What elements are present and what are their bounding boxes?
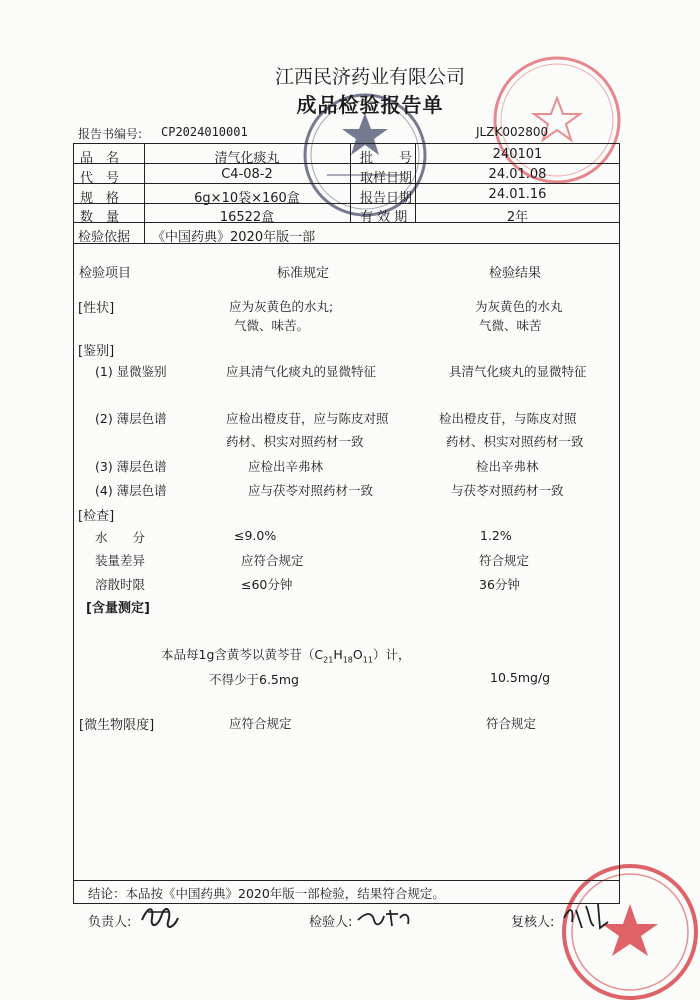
fill-variation-result: 符合规定 bbox=[479, 553, 530, 568]
spec-label: 规 格 bbox=[80, 191, 120, 206]
disintegration-time-item: 溶散时限 bbox=[95, 577, 146, 592]
batch-label: 批 号 bbox=[360, 151, 413, 166]
water-content-standard: ≤9.0% bbox=[234, 528, 277, 543]
appearance-standard-line1: 应为灰黄色的水丸; bbox=[229, 299, 334, 314]
water-content-item: 水 分 bbox=[95, 530, 146, 545]
assay-standard-line2: 不得少于6.5mg bbox=[209, 672, 299, 687]
reviewer-signature bbox=[560, 900, 610, 934]
microbial-limit-label: [微生物限度] bbox=[79, 718, 155, 733]
microbial-limit-result: 符合规定 bbox=[486, 716, 537, 731]
column-header-standard: 标准规定 bbox=[277, 266, 330, 281]
appearance-result-line1: 为灰黄色的水丸 bbox=[475, 299, 563, 314]
identification-item-2: (2) 薄层色谱 bbox=[95, 411, 167, 426]
identification-standard-1: 应具清气化痰丸的显微特征 bbox=[226, 364, 377, 379]
sample-date-label: 取样日期 bbox=[360, 171, 413, 186]
identification-result-1: 具清气化痰丸的显微特征 bbox=[449, 364, 587, 379]
quantity-label: 数 量 bbox=[80, 210, 120, 225]
assay-standard-line1: 本品每1g含黄芩以黄芩苷$(C_{21}H_{18}O_{11})$计， bbox=[161, 647, 411, 665]
code-label: 代 号 bbox=[80, 171, 120, 186]
identification-standard-3: 应检出辛弗林 bbox=[248, 459, 324, 474]
disintegration-time-result: 36分钟 bbox=[479, 577, 520, 592]
assay-section-label: [含量测定] bbox=[86, 601, 150, 616]
water-content-result: 1.2% bbox=[480, 528, 512, 543]
expiry-period: 2年 bbox=[506, 210, 529, 225]
column-header-result: 检验结果 bbox=[489, 266, 542, 281]
report-date-label: 报告日期 bbox=[360, 191, 413, 206]
reviewer-label: 复核人: bbox=[511, 915, 555, 930]
report-table-frame bbox=[73, 143, 620, 904]
identification-section-label: [鉴别] bbox=[78, 344, 115, 359]
report-date: 24.01.16 bbox=[488, 187, 547, 202]
responsible-person-label: 负责人: bbox=[88, 915, 132, 930]
responsible-signature bbox=[138, 900, 180, 934]
identification-result-2-line1: 检出橙皮苷，与陈皮对照 bbox=[439, 411, 577, 426]
identification-result-3: 检出辛弗林 bbox=[476, 459, 539, 474]
identification-item-3: (3) 薄层色谱 bbox=[95, 459, 167, 474]
identification-item-1: (1) 显微鉴别 bbox=[95, 364, 167, 379]
sample-date: 24.01.08 bbox=[488, 167, 547, 182]
report-number-label: 报告书编号: bbox=[78, 127, 143, 141]
basis-value: 《中国药典》2020年版一部 bbox=[152, 230, 316, 245]
identification-standard-4: 应与茯苓对照药材一致 bbox=[248, 483, 374, 498]
expiry-label: 有 效 期 bbox=[360, 210, 408, 225]
disintegration-time-standard: ≤60分钟 bbox=[241, 577, 293, 592]
product-name-label: 品 名 bbox=[80, 151, 120, 166]
identification-result-2-line2: 药材、枳实对照药材一致 bbox=[446, 434, 584, 449]
product-code: C4-08-2 bbox=[221, 167, 273, 182]
inspector-signature bbox=[354, 904, 414, 932]
appearance-section-label: [性状] bbox=[78, 301, 115, 316]
microbial-limit-standard: 应符合规定 bbox=[229, 716, 292, 731]
inspection-section-label: [检查] bbox=[78, 509, 115, 524]
fill-variation-standard: 应符合规定 bbox=[241, 553, 304, 568]
appearance-result-line2: 气微、味苦 bbox=[479, 318, 542, 333]
quantity: 16522盒 bbox=[219, 210, 275, 225]
identification-result-4: 与茯苓对照药材一致 bbox=[451, 483, 564, 498]
inspector-label: 检验人: bbox=[309, 915, 353, 930]
identification-standard-2-line1: 应检出橙皮苷，应与陈皮对照 bbox=[226, 411, 389, 426]
identification-item-4: (4) 薄层色谱 bbox=[95, 483, 167, 498]
appearance-standard-line2: 气微、味苦。 bbox=[234, 318, 310, 333]
specification: 6g×10袋×160盒 bbox=[194, 191, 300, 206]
fill-variation-item: 装量差异 bbox=[95, 553, 146, 568]
batch-number: 240101 bbox=[492, 147, 543, 162]
report-number: CP2024010001 bbox=[161, 125, 248, 139]
assay-result: 10.5mg/g bbox=[490, 670, 551, 685]
company-name: 江西民济药业有限公司 bbox=[274, 66, 465, 88]
report-title: 成品检验报告单 bbox=[296, 93, 444, 117]
identification-standard-2-line2: 药材、枳实对照药材一致 bbox=[226, 434, 364, 449]
reference-code: JLZK002800 bbox=[476, 125, 549, 139]
column-header-item: 检验项目 bbox=[79, 266, 132, 281]
conclusion-text: 结论：本品按《中国药典》2020年版一部检验，结果符合规定。 bbox=[88, 886, 445, 901]
product-name: 清气化痰丸 bbox=[214, 151, 280, 166]
basis-label: 检验依据 bbox=[78, 230, 131, 245]
